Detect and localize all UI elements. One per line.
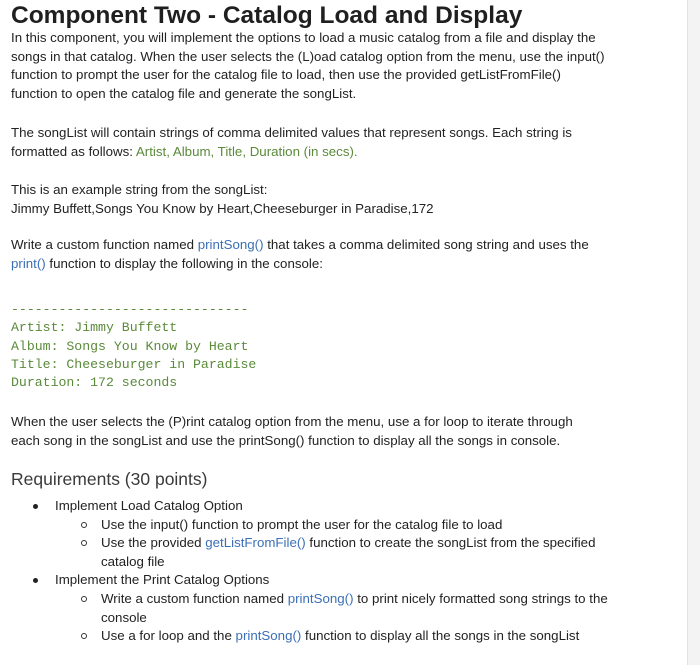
print-song-text-1: Write a custom function named [11, 237, 198, 252]
format-paragraph [11, 124, 611, 161]
requirement-print-sub-2 [55, 627, 631, 646]
requirement-print-sub-1 [55, 590, 631, 627]
requirement-print-sub-1-text-b: to print nicely formatted song strings to the console [101, 590, 608, 625]
console-artist-line: Artist: Jimmy Buffett [11, 320, 178, 336]
requirement-load-sub-1-text: Use the input() function to prompt the user for the catalog file to load [101, 516, 503, 532]
requirements-list [11, 497, 631, 646]
hollow-bullet-icon [81, 540, 87, 546]
requirement-print [11, 571, 631, 645]
example-lead-text: This is an example string from the songList: [11, 182, 268, 197]
requirement-load-sub-2 [55, 534, 631, 571]
requirement-load-sub-2-text-a: Use the provided [101, 535, 206, 551]
requirement-load-label: Implement Load Catalog Option [55, 498, 243, 513]
print-fn: print() [11, 255, 46, 271]
print-option-paragraph: When the user selects the (P)rint catalog option from the menu, use a for loop to iterate through each song in the songList and use the printSong() function to display all the songs in console. [11, 414, 573, 448]
requirements-heading: Requirements (30 points) [11, 469, 208, 489]
console-album-line: Album: Songs You Know by Heart [11, 338, 249, 354]
example-paragraph [11, 181, 611, 218]
print-song-paragraph [11, 236, 611, 273]
format-lead-text: The songList will contain strings of comma delimited values that represent songs. Each string is formatted as follows: [11, 125, 572, 159]
requirement-load-sub-2-text-b: function to create the songList from the specified catalog file [101, 535, 596, 569]
print-song-fn-ref-1: printSong() [287, 590, 354, 606]
bullet-icon [33, 578, 38, 583]
print-song-fn: printSong() [197, 237, 264, 252]
console-title-line: Title: Cheeseburger in Paradise [11, 356, 257, 372]
hollow-bullet-icon [81, 633, 87, 639]
requirement-load-sublist [55, 516, 631, 572]
requirement-print-sub-1-text-a: Write a custom function named [101, 590, 288, 606]
requirement-print-sub-2-text-a: Use a for loop and the [101, 628, 236, 644]
requirement-load-sub-1 [55, 516, 631, 535]
hollow-bullet-icon [81, 522, 87, 528]
scrollbar-track[interactable] [687, 0, 700, 665]
bullet-icon [33, 504, 38, 509]
print-song-fn-ref-2: printSong() [235, 628, 302, 644]
requirement-print-sub-2-text-b: function to display all the songs in the songList [301, 628, 580, 644]
intro-paragraph: In this component, you will implement the options to load a music catalog from a file and display the songs in that catalog. When the user selects the (L)oad catalog option from the menu, use the input() function to prompt the user for the catalog file to load, then use the provided getListFromFile() function to open the catalog file and generate the songList. [11, 30, 605, 101]
get-list-from-file-fn: getListFromFile() [205, 535, 306, 551]
print-song-text-2: that takes a comma delimited song string and uses the [263, 237, 589, 252]
example-song-string: Jimmy Buffett,Songs You Know by Heart,Cheeseburger in Paradise,172 [11, 200, 434, 216]
console-duration-line: Duration: 172 seconds [11, 375, 178, 391]
console-separator: ------------------------------ [11, 302, 249, 317]
requirement-print-sublist [55, 590, 631, 646]
page-title: Component Two - Catalog Load and Display [11, 2, 523, 29]
requirement-print-label: Implement the Print Catalog Options [55, 572, 270, 588]
hollow-bullet-icon [81, 596, 87, 602]
print-song-text-3: function to display the following in the console: [45, 255, 323, 271]
console-output-block [11, 301, 611, 392]
requirement-load [11, 497, 631, 571]
song-format-text: Artist, Album, Title, Duration (in secs). [135, 143, 358, 159]
